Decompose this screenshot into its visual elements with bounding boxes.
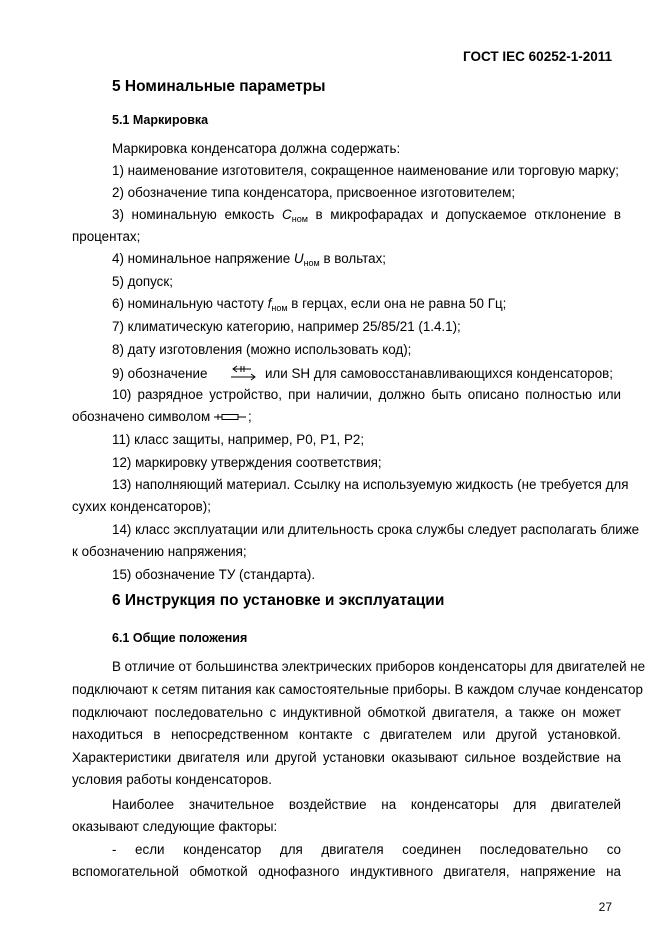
- item6-text-b: в герцах, если она не равна 50 Гц;: [287, 296, 507, 311]
- marking-item-10-continued: [72, 409, 252, 425]
- item3-text-b: в микрофарадах и допускаемое отклонение в: [307, 207, 621, 222]
- marking-intro: Маркировка конденсатора должна содержать:: [112, 141, 401, 156]
- capacitance-symbol: C: [282, 207, 292, 222]
- marking-item-6: [112, 296, 506, 313]
- marking-item-1: 1) наименование изготовителя, сокращенное наименование или торговую марку;: [112, 163, 620, 178]
- marking-item-13: 13) наполняющий материал. Ссылку на используемую жидкость (не требуется для: [112, 477, 629, 492]
- item10-text-b: обозначено символом: [72, 409, 211, 424]
- page-number: 27: [598, 900, 612, 914]
- marking-item-7: 7) климатическую категорию, например 25/85/21 (1.4.1);: [112, 319, 461, 334]
- item4-text-a: 4) номинальное напряжение: [112, 251, 294, 266]
- subsection-6-1-title: 6.1 Общие положения: [112, 631, 248, 645]
- subsection-5-1-title: 5.1 Маркировка: [112, 113, 209, 127]
- marking-item-14: 14) класс эксплуатации или длительность срока службы следует располагать ближе: [112, 522, 640, 537]
- frequency-symbol: f: [267, 296, 272, 311]
- paragraph-1-line-5: Характеристики двигателя или другой установки оказывают сильное воздействие на: [72, 750, 621, 765]
- paragraph-1-line-3: подключают последовательно с индуктивной обмоткой двигателя, а также он может: [72, 705, 621, 720]
- paragraph-1-line-6: условия работы конденсаторов.: [72, 772, 272, 787]
- frequency-subscript: ном: [271, 303, 288, 313]
- paragraph-3-line-1: - если конденсатор для двигателя соединен последовательно со: [112, 842, 621, 857]
- item9-text-a: 9) обозначение: [112, 366, 208, 382]
- marking-item-10: 10) разрядное устройство, при наличии, должно быть описано полностью или: [112, 387, 621, 402]
- capacitance-subscript: ном: [291, 214, 308, 224]
- section-6-title: 6 Инструкция по установке и эксплуатации: [112, 592, 445, 609]
- marking-item-2: 2) обозначение типа конденсатора, присвоенное изготовителем;: [112, 185, 516, 200]
- paragraph-1-line-2: подключают к сетям питания как самостоятельные приборы. В каждом случае конденсатор: [72, 682, 643, 697]
- voltage-symbol: U: [293, 251, 304, 266]
- marking-item-5: 5) допуск;: [112, 274, 173, 289]
- item9-text-b: или SH для самовосстанавливающихся конденсаторов;: [264, 366, 614, 382]
- section-5-title: 5 Номинальные параметры: [112, 78, 326, 95]
- paragraph-2-line-1: Наиболее значительное воздействие на конденсаторы для двигателей: [112, 797, 621, 812]
- marking-item-12: 12) маркировку утверждения соответствия;: [112, 455, 382, 470]
- marking-item-11: 11) класс защиты, например, Р0, Р1, Р2;: [112, 432, 365, 447]
- marking-item-13-continued: сухих конденсаторов);: [72, 499, 211, 514]
- paragraph-2-line-2: оказывают следующие факторы:: [72, 819, 278, 834]
- voltage-subscript: ном: [303, 258, 320, 268]
- document-header-id: ГОСТ IEC 60252-1-2011: [463, 49, 612, 64]
- item6-text-a: 6) номинальную частоту: [112, 296, 268, 311]
- marking-item-14-continued: к обозначению напряжения;: [72, 544, 247, 559]
- item10-text-c: ;: [247, 409, 252, 424]
- marking-item-15: 15) обозначение ТУ (стандарта).: [112, 567, 316, 582]
- marking-item-9: [112, 364, 613, 385]
- paragraph-1-line-1: В отличие от большинства электрических приборов конденсаторы для двигателей не: [112, 659, 646, 674]
- self-healing-symbol-icon: [229, 364, 259, 385]
- discharge-device-symbol-icon: [214, 410, 248, 425]
- marking-item-3-continued: процентах;: [72, 229, 141, 244]
- paragraph-3-line-2: вспомогательной обмоткой однофазного индуктивного двигателя, напряжение на: [72, 864, 621, 879]
- marking-item-4: [112, 251, 386, 268]
- marking-item-8: 8) дату изготовления (можно использовать код);: [112, 342, 412, 357]
- item4-text-b: в вольтах;: [319, 251, 386, 266]
- item3-text-a: 3) номинальную емкость: [112, 207, 283, 222]
- paragraph-1-line-4: находиться в непосредственном контакте с двигателем или другой установкой.: [72, 727, 621, 742]
- marking-item-3: [112, 207, 621, 224]
